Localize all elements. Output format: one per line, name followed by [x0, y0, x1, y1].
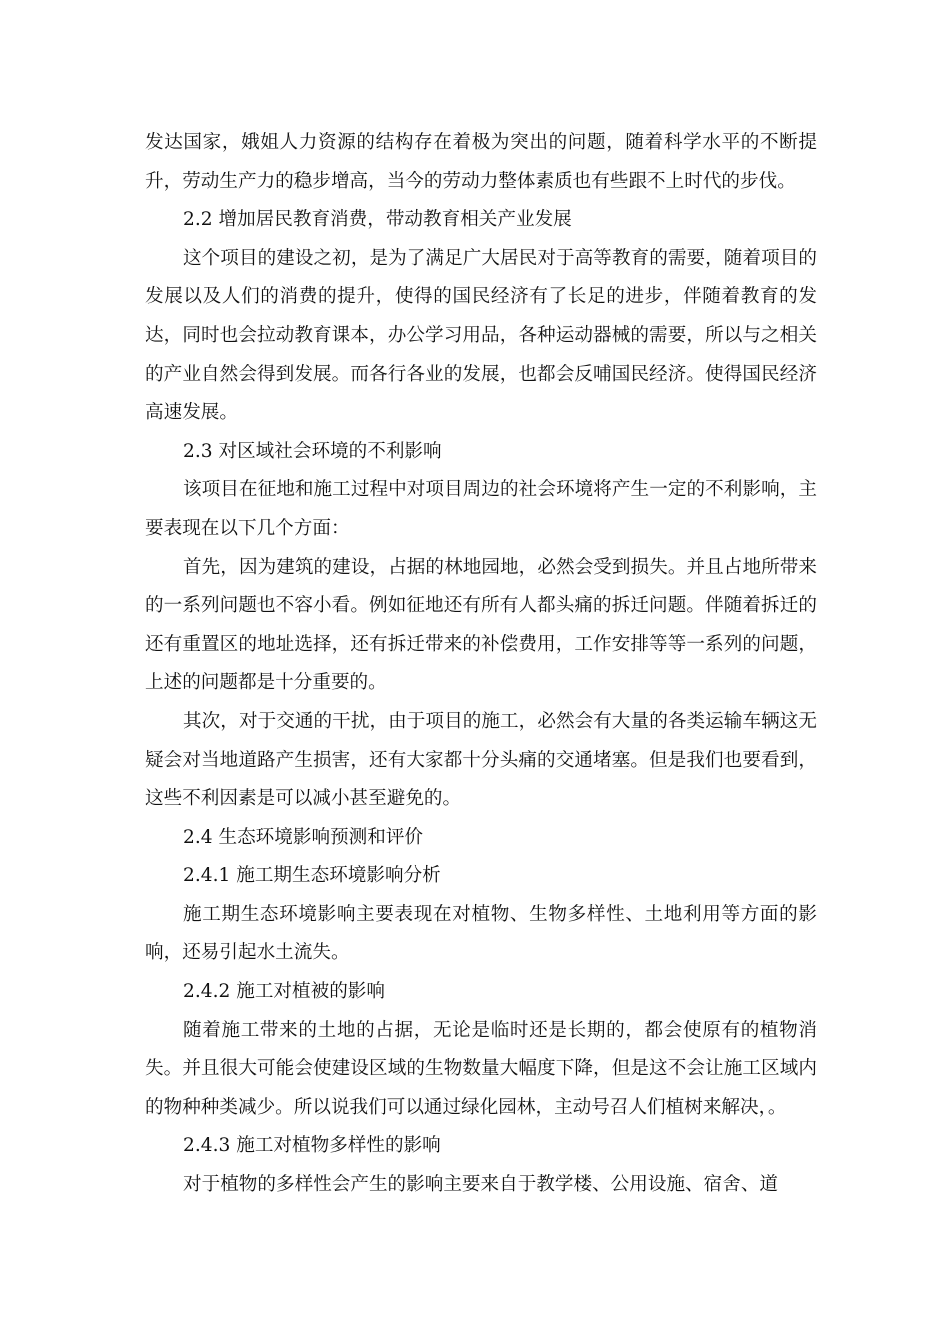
paragraph-education-consumption: 这个项目的建设之初，是为了满足广大居民对于高等教育的需要，随着项目的发展以及人们的消费的提升，使得的国民经济有了长足的进步，伴随着教育的发达，同时也会拉动教育课本，办公学习用品，各种运动器械的需要，所以与之相关的产业自然会得到发展。而各行各业的发展，也都会反哺国民经济。使得国民经济高速发展。 [145, 247, 817, 424]
section-heading-2-3: 2.3 对区域社会环境的不利影响 [183, 440, 442, 462]
section-heading-2-4-2: 2.4.2 施工对植被的影响 [183, 981, 385, 1003]
section-heading-2-4-3: 2.4.3 施工对植物多样性的影响 [183, 1135, 441, 1157]
paragraph-traffic-interference: 其次，对于交通的干扰，由于项目的施工，必然会有大量的各类运输车辆这无疑会对当地道路产生损害，还有大家都十分头痛的交通堵塞。但是我们也要看到，这些不利因素是可以减小甚至避免的。 [145, 710, 817, 810]
paragraph-social-impact-intro: 该项目在征地和施工过程中对项目周边的社会环境将产生一定的不利影响，主要表现在以下几个方面： [145, 479, 817, 539]
paragraph-vegetation-impact: 随着施工带来的土地的占据，无论是临时还是长期的，都会使原有的植物消失。并且很大可能会使建设区域的生物数量大幅度下降，但是这不会让施工区域内的物种种类减少。所以说我们可以通过绿化园林，主动号召人们植树来解决，。 [145, 1019, 817, 1118]
paragraph-land-acquisition: 首先，因为建筑的建设，占据的林地园地，必然会受到损失。并且占地所带来的一系列问题也不容小看。例如征地还有所有人都头痛的拆迁问题。伴随着拆迁的还有重置区的地址选择，还有拆迁带来的补偿费用，工作安排等等一系列的问题，上述的问题都是十分重要的。 [145, 556, 817, 694]
paragraph-plant-diversity: 对于植物的多样性会产生的影响主要来自于教学楼、公用设施、宿舍、道 [183, 1174, 779, 1196]
document-body [145, 124, 817, 1205]
section-heading-2-4-1: 2.4.1 施工期生态环境影响分析 [183, 865, 441, 887]
paragraph-construction-ecology: 施工期生态环境影响主要表现在对植物、生物多样性、土地利用等方面的影响，还易引起水土流失。 [145, 903, 817, 964]
paragraph-intro-continuation: 发达国家，娥姐人力资源的结构存在着极为突出的问题，随着科学水平的不断提升，劳动生产力的稳步增高，当今的劳动力整体素质也有些跟不上时代的步伐。 [145, 132, 817, 192]
section-heading-2-4: 2.4 生态环境影响预测和评价 [183, 826, 424, 848]
section-heading-2-2: 2.2 增加居民教育消费，带动教育相关产业发展 [183, 209, 572, 231]
